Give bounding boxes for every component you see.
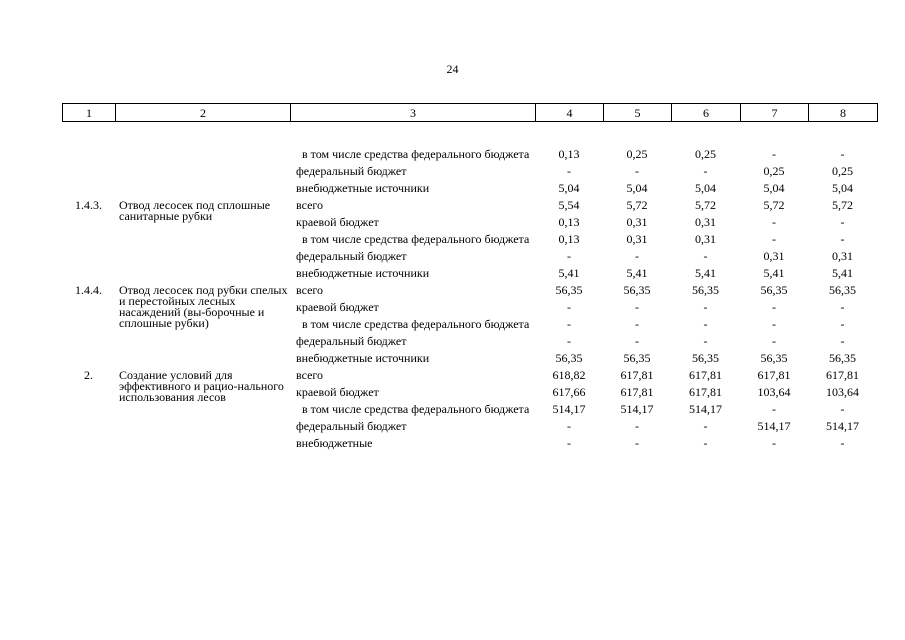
row-value-col-6: 0,31 [695,232,716,246]
row-funding-source: в том числе средства федерального бюджета [302,147,530,161]
row-value-col-7: - [772,300,776,314]
row-value-col-5: 0,31 [626,215,648,229]
row-value-col-6: - [703,334,708,348]
row-value-col-7: 0,25 [763,164,785,178]
row-funding-source: внебюджетные источники [296,266,430,280]
row-value-col-7: - [772,232,776,246]
header-cell-7: 7 [741,104,809,122]
row-value-col-6: - [703,436,708,450]
row-value-col-8: - [840,436,845,450]
row-funding-source: в том числе средства федерального бюджета [302,402,530,416]
row-number [62,180,115,197]
row-value-col-7: - [772,317,776,331]
row-funding-source: федеральный бюджет [296,164,407,178]
row-value-col-4: - [567,164,571,178]
row-value-col-6: 617,81 [689,368,722,382]
row-value-col-7: 514,17 [757,419,791,433]
row-value-col-5: 0,25 [626,147,648,161]
row-value-col-4: 617,66 [552,385,586,399]
row-value-col-4: 514,17 [552,402,586,416]
row-funding-source: внебюджетные [296,436,373,450]
row-number [62,146,115,163]
header-cell-3: 3 [291,104,536,122]
row-value-col-5: 0,31 [626,232,648,246]
row-value-col-8: - [840,334,845,348]
row-value-col-4: 0,13 [558,215,580,229]
row-value-col-8: 56,35 [829,283,856,297]
row-value-col-5: 56,35 [623,351,651,365]
row-value-col-4: 56,35 [555,351,583,365]
row-value-col-8: - [840,300,845,314]
row-value-col-5: - [635,436,639,450]
table-body [62,146,877,452]
row-value-col-6: 0,25 [695,147,716,161]
row-funding-source: федеральный бюджет [296,249,407,263]
header-cell-8: 8 [809,104,878,122]
row-value-col-6: - [703,300,708,314]
table-header [62,103,878,122]
row-number: 1.4.3. [75,198,102,212]
table-row [62,146,877,163]
row-value-col-8: 5,04 [832,181,853,195]
row-value-col-8: - [840,215,845,229]
row-funding-source: краевой бюджет [296,300,379,314]
row-number [62,163,115,180]
row-value-col-5: - [635,249,639,263]
row-value-col-4: - [567,436,571,450]
row-funding-source: всего [296,283,324,297]
row-number: 1.4.4. [75,283,102,297]
row-value-col-7: - [772,147,776,161]
row-value-col-5: - [635,334,639,348]
row-value-col-7: 56,35 [760,283,788,297]
header-cell-4: 4 [536,104,604,122]
row-value-col-8: 0,25 [832,164,853,178]
row-value-col-4: 5,41 [558,266,580,280]
row-value-col-7: - [772,334,776,348]
row-value-col-4: 56,35 [555,283,583,297]
row-value-col-8: 514,17 [826,419,859,433]
row-value-col-4: - [567,419,571,433]
row-value-col-5: 617,81 [620,385,654,399]
row-value-col-5: 56,35 [623,283,651,297]
header-cell-5: 5 [604,104,672,122]
table-row [62,197,877,214]
row-funding-source: в том числе средства федерального бюджета [302,317,530,331]
row-number: 2. [84,368,93,382]
row-value-col-6: - [703,164,708,178]
row-activity-name: Отвод лесосек под сплошные санитарные рубки [119,198,271,223]
row-value-col-5: 5,04 [626,181,648,195]
row-value-col-7: - [772,402,776,416]
row-value-col-8: 0,31 [832,249,853,263]
row-funding-source: внебюджетные источники [296,181,430,195]
row-funding-source: федеральный бюджет [296,334,407,348]
row-value-col-4: - [567,300,571,314]
row-value-col-8: 5,41 [832,266,853,280]
row-value-col-4: 5,54 [558,198,580,212]
row-value-col-8: 103,64 [826,385,859,399]
row-value-col-7: 103,64 [757,385,791,399]
row-activity-name [115,163,290,180]
row-value-col-5: 514,17 [620,402,654,416]
row-funding-source: в том числе средства федерального бюджета [302,232,530,246]
row-value-col-5: 617,81 [620,368,654,382]
row-value-col-7: 5,41 [763,266,785,280]
row-value-col-8: - [840,402,845,416]
row-value-col-5: 5,72 [626,198,648,212]
row-value-col-4: - [567,317,571,331]
row-funding-source: краевой бюджет [296,385,379,399]
row-activity-name: Отвод лесосек под рубки спелых и перестойных лесных насаждений (вы-борочные и сплошные рубки) [119,283,288,330]
row-value-col-4: 5,04 [558,181,580,195]
row-value-col-8: - [840,317,845,331]
row-funding-source: всего [296,198,324,212]
row-value-col-8: 5,72 [832,198,853,212]
row-value-col-7: - [772,436,776,450]
header-cell-6: 6 [672,104,741,122]
row-value-col-7: 0,31 [763,249,785,263]
row-value-col-8: - [840,232,845,246]
row-value-col-6: 56,35 [692,351,719,365]
row-value-col-8: 617,81 [826,368,859,382]
table-row [62,180,877,197]
row-value-col-8: 56,35 [829,351,856,365]
row-value-col-7: 56,35 [760,351,788,365]
header-cell-2: 2 [116,104,291,122]
row-value-col-6: 514,17 [689,402,722,416]
row-value-col-7: 5,04 [763,181,785,195]
row-value-col-5: - [635,317,639,331]
row-value-col-5: - [635,164,639,178]
row-value-col-6: 0,31 [695,215,716,229]
row-funding-source: федеральный бюджет [296,419,407,433]
row-funding-source: краевой бюджет [296,215,379,229]
row-value-col-8: - [840,147,845,161]
row-value-col-6: - [703,249,708,263]
row-value-col-4: 0,13 [558,147,580,161]
row-value-col-6: 5,41 [695,266,716,280]
row-activity-name [115,180,290,197]
row-value-col-5: - [635,419,639,433]
row-value-col-6: 5,04 [695,181,716,195]
row-funding-source: внебюджетные источники [296,351,430,365]
row-value-col-6: - [703,317,708,331]
row-value-col-7: 5,72 [763,198,785,212]
header-row [63,104,878,122]
row-value-col-6: 5,72 [695,198,716,212]
table-row [62,163,877,180]
row-value-col-5: - [635,300,639,314]
row-value-col-4: - [567,249,571,263]
row-value-col-6: 56,35 [692,283,719,297]
row-value-col-7: - [772,215,776,229]
table-row [62,367,877,384]
row-value-col-4: - [567,334,571,348]
row-value-col-5: 5,41 [626,266,648,280]
page-number: 24 [446,62,459,76]
row-value-col-4: 0,13 [558,232,580,246]
row-value-col-6: - [703,419,708,433]
row-value-col-6: 617,81 [689,385,722,399]
row-value-col-7: 617,81 [757,368,791,382]
header-cell-1: 1 [63,104,116,122]
table-row [62,282,877,299]
row-activity-name: Создание условий для эффективного и рацио-нального использования лесов [119,368,284,404]
row-funding-source: всего [296,368,324,382]
row-activity-name [115,146,290,163]
row-value-col-4: 618,82 [552,368,586,382]
